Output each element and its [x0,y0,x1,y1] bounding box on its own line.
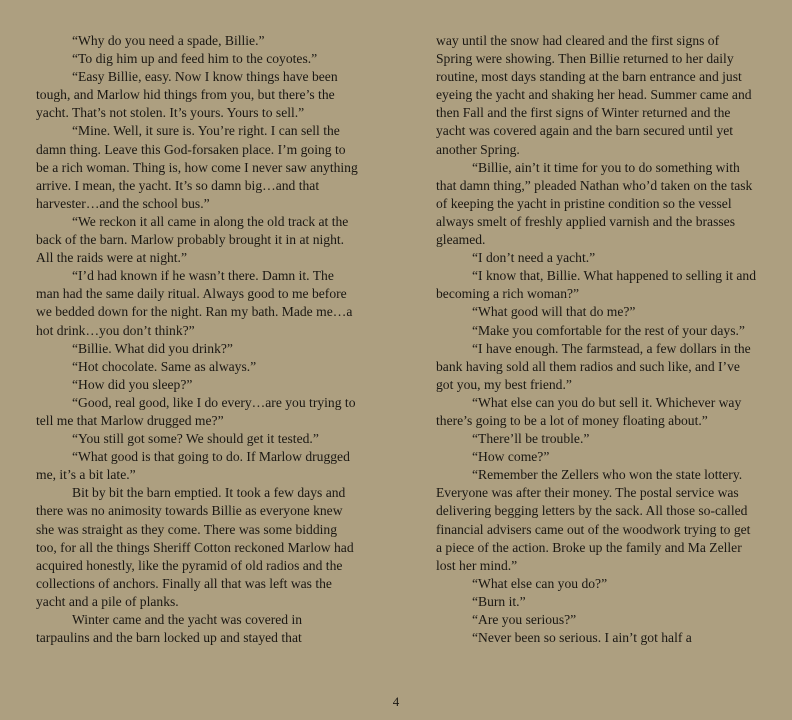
paragraph: “I know that, Billie. What happened to selling it and becoming a rich woman?” [436,268,757,302]
paragraph-continuation: way until the snow had cleared and the first signs of Spring were showing. Then Billie returned to her daily routine, most days standing at the barn entrance and just eyeing the yacht and shaking her head. Summer came and then Fall and the first signs of Winter returned and the yacht was covered again and the barn secured until yet another Spring. [436,33,752,157]
paragraph: “Never been so serious. I ain’t got half a [472,630,692,646]
paragraph: “Billie. What did you drink?” [72,340,233,356]
paragraph: “What else can you do?” [472,575,608,591]
paragraph: “What good will that do me?” [472,304,636,320]
paragraph: “How did you sleep?” [72,376,193,392]
paragraph: “Hot chocolate. Same as always.” [72,358,257,374]
paragraph: “Make you comfortable for the rest of your days.” [472,322,745,338]
paragraph: Bit by bit the barn emptied. It took a few days and there was no animosity towards Billie as everyone knew she was straight as they come. There was some bidding too, for all the things Sheriff Cotton reckoned Marlow had acquired honestly, like the pyramid of old radios and the collections of anchors. Finally all that was left was the yacht and a pile of planks. [36,485,354,609]
left-column [36,32,358,647]
paragraph: “I’d had known if he wasn’t there. Damn it. The man had the same daily ritual. Always good to me before we bedded down for the night. Ran my bath. Made me…a hot drink…you don’t think?” [36,268,353,338]
paragraph: “To dig him up and feed him to the coyotes.” [72,51,318,67]
paragraph: “What good is that going to do. If Marlow drugged me, it’s a bit late.” [36,449,350,483]
paragraph: “You still got some? We should get it tested.” [72,431,319,447]
paragraph: “Burn it.” [472,593,526,609]
page-number: 4 [392,694,400,709]
paragraph: “What else can you do but sell it. Whichever way there’s going to be a lot of money floating about.” [436,394,742,428]
paragraph: “Good, real good, like I do every…are you trying to tell me that Marlow drugged me?” [36,394,356,428]
paragraph: “I have enough. The farmstead, a few dollars in the bank having sold all them radios and such like, and I’ve got you, my best friend.” [436,340,751,392]
paragraph: “Billie, ain’t it time for you to do something with that damn thing,” pleaded Nathan who’d taken on the task of keeping the yacht in pristine condition so the vessel always smelt of freshly applied varnish and the brasses gleamed. [436,159,753,248]
paragraph: “Mine. Well, it sure is. You’re right. I can sell the damn thing. Leave this God-forsaken place. I’m going to be a rich woman. Thing is, how come I never saw anything arrive. I mean, the yacht. It’s so damn big…and that harvester…and the school bus.” [36,123,358,211]
paragraph: “How come?” [472,449,550,465]
paragraph: “We reckon it all came in along the old track at the back of the barn. Marlow probably brought it in at night. All the raids were at night.” [36,213,349,266]
paragraph: “Easy Billie, easy. Now I know things have been tough, and Marlow hid things from you, but there’s the yacht. That’s not stolen. It’s yours. Yours to sell.” [36,69,338,121]
paragraph: “Remember the Zellers who won the state lottery. Everyone was after their money. The postal service was delivering begging letters by the sack. All those so-called financial advisers came out of the woodwork trying to get a piece of the action. Broke up the family and Ma Zeller lost her mind.” [436,467,751,573]
paragraph: “There’ll be trouble.” [472,431,590,447]
paragraph: “I don’t need a yacht.” [472,250,596,266]
right-column [436,32,758,647]
paragraph: Winter came and the yacht was covered in tarpaulins and the barn locked up and stayed that [36,612,303,646]
paragraph: “Why do you need a spade, Billie.” [72,33,265,48]
paragraph: “Are you serious?” [472,612,577,627]
